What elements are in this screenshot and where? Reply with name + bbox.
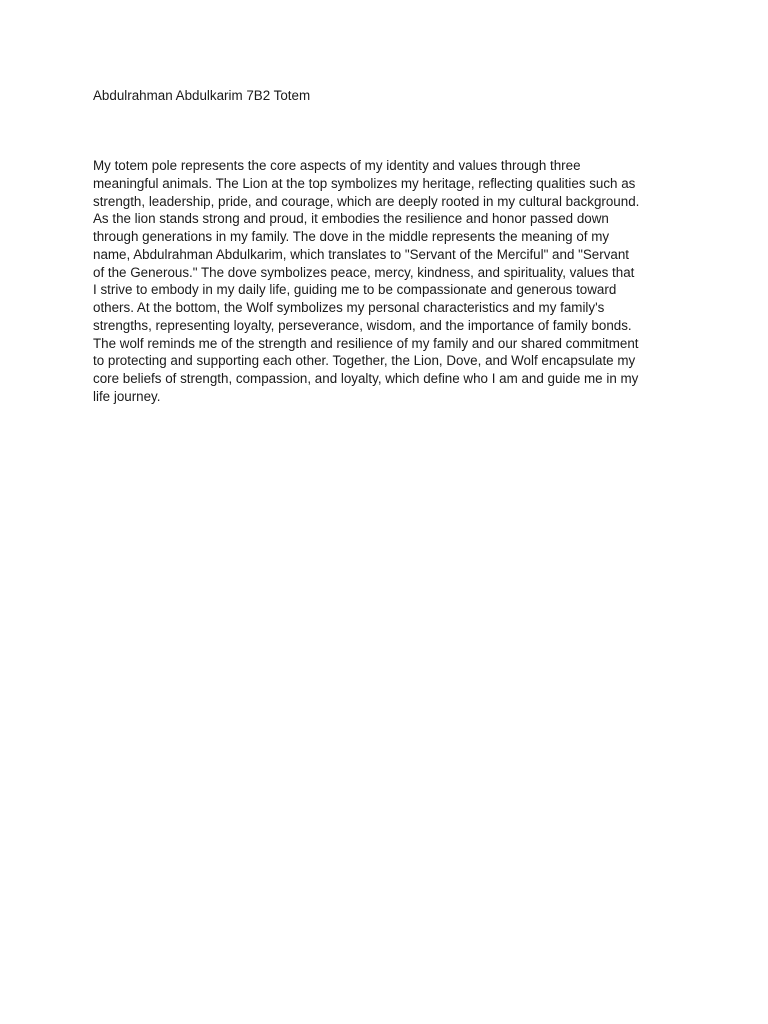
- paragraph-line: core beliefs of strength, compassion, and loyalty, which define who I am and guide me in my: [93, 371, 639, 386]
- paragraph-line: life journey.: [93, 388, 161, 404]
- paragraph-line: others. At the bottom, the Wolf symbolizes my personal characteristics and my family's: [93, 300, 605, 315]
- paragraph-line: through generations in my family. The dove in the middle represents the meaning of my: [93, 229, 610, 244]
- paragraph-line: meaningful animals. The Lion at the top symbolizes my heritage, reflecting qualities such as: [93, 175, 636, 191]
- paragraph-line: The wolf reminds me of the strength and resilience of my family and our shared commitment: [93, 335, 639, 351]
- paragraph-line: As the lion stands strong and proud, it embodies the resilience and honor passed down: [93, 211, 609, 227]
- paragraph-line: strength, leadership, pride, and courage, which are deeply rooted in my cultural background.: [93, 193, 640, 209]
- document-heading: Abdulrahman Abdulkarim 7B2 Totem: [93, 88, 311, 103]
- paragraph-line: to protecting and supporting each other. Together, the Lion, Dove, and Wolf encapsulate my: [93, 353, 636, 369]
- paragraph-line: strengths, representing loyalty, perseverance, wisdom, and the importance of family bonds.: [93, 317, 632, 333]
- document-body-paragraph: [93, 157, 693, 406]
- paragraph-line: My totem pole represents the core aspects of my identity and values through three: [93, 158, 581, 173]
- paragraph-line: of the Generous." The dove symbolizes peace, mercy, kindness, and spirituality, values that: [93, 264, 635, 280]
- paragraph-line: I strive to embody in my daily life, guiding me to be compassionate and generous toward: [93, 282, 617, 298]
- paragraph-line: name, Abdulrahman Abdulkarim, which translates to "Servant of the Merciful" and "Servant: [93, 246, 630, 262]
